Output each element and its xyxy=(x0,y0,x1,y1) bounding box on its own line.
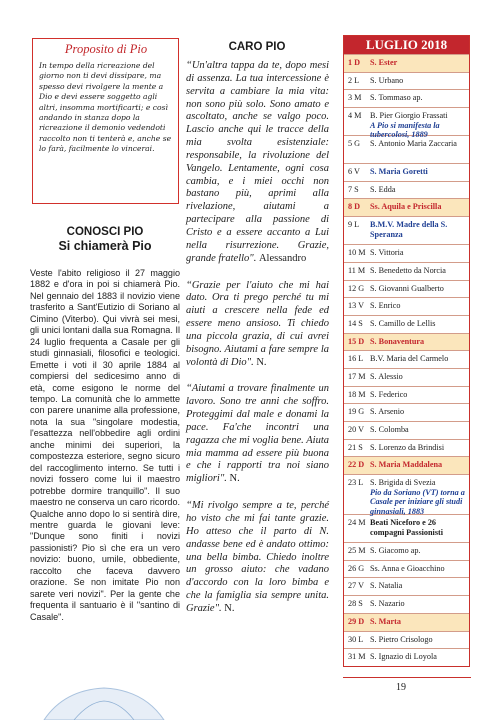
calendar-day: 23 L xyxy=(348,478,364,488)
calendar-saint xyxy=(370,217,469,244)
calendar-saint xyxy=(370,199,469,216)
saint-name: S. Federico xyxy=(370,389,408,399)
conosci-text: Veste l'abito religioso il 27 maggio 1882 e d'ora in poi si chiamerà Pio. Nel gennaio del 1883 il novizio viene trasferito a Sant'Eutizio di Soriano al Cimino (Viterbo). Qui vivrà sei mesi, gli unici lontani dalla sua Romagna. Il 24 luglio frequenta a Casale per gli studi ginnasiali, filosofici e teologici. Emette i voti il 30 aprile 1884 al compiersi del sedicesimo anno di età, come esigono le norme del tempo. La comunità che lo ammette con parere unanime alla professione, nota la sua "singolare modestia, l'esattezza nell'obbedire agli ordini anche minimi dei superiori, la compostezza esteriore, segno sicuro del raccoglimento interno. Se tutti i novizi fossero come lui il maestro potrebbe dormire tranquillo". Il suo maestro ne conserva un caro ricordo. Qualche anno dopo lo si sentirà dire, mentre guarda le giovani leve: "Dunque sono finiti i novizi passionisti? Pio sì che era un vero novizio: buono, umile, obbediente, raccolto che faceva davvero orazione. Se non imitate Pio non sarete veri novizi". Per la gente che frequenta il santuario è il "santino di Casale". xyxy=(30,268,180,622)
saint-name: S. Tommaso ap. xyxy=(370,93,423,103)
calendar-row xyxy=(344,181,469,199)
calendar-saint xyxy=(370,543,469,560)
calendar-row xyxy=(344,297,469,315)
calendar-row xyxy=(344,613,469,631)
page-divider xyxy=(343,677,471,678)
calendar-rows xyxy=(344,54,469,666)
calendar-day: 12 G xyxy=(348,283,365,293)
calendar-row xyxy=(344,421,469,439)
calendar-saint xyxy=(370,164,469,181)
calendar-row xyxy=(344,386,469,404)
saint-note: Pio da Soriano (VT) torna a Casale per iniziare gli studi ginnasiali, 1883 xyxy=(370,487,465,516)
calendar-row xyxy=(344,648,469,666)
calendar-day: 8 D xyxy=(348,202,361,212)
calendar-day: 31 M xyxy=(348,652,366,662)
saint-name: S. Antonio Maria Zaccaria xyxy=(370,139,457,149)
calendar-saint xyxy=(370,298,469,315)
calendar-day: 19 G xyxy=(348,407,365,417)
saint-name: Ss. Aquila e Priscilla xyxy=(370,202,442,212)
calendar-row xyxy=(344,89,469,107)
calendar-row xyxy=(344,403,469,421)
saint-name: S. Alessio xyxy=(370,371,403,381)
letter-signature: N. xyxy=(229,473,240,485)
calendar-row xyxy=(344,72,469,90)
calendar-day: 9 L xyxy=(348,220,360,230)
calendar-saint xyxy=(370,136,469,163)
saint-name: S. Giacomo ap. xyxy=(370,546,421,556)
calendar-day: 6 V xyxy=(348,167,360,177)
calendar-day: 16 L xyxy=(348,354,364,364)
calendar-day: 24 M xyxy=(348,518,366,528)
calendar-row xyxy=(344,54,469,72)
calendar-saint xyxy=(370,475,469,514)
calendar-saint xyxy=(370,281,469,298)
calendar-saint xyxy=(370,596,469,613)
calendar-row xyxy=(344,244,469,262)
calendar xyxy=(343,35,470,667)
letters-list xyxy=(186,60,329,630)
calendar-saint xyxy=(370,351,469,368)
saint-name: B. Pier Giorgio Frassati xyxy=(370,111,448,121)
figure-illustration xyxy=(34,680,174,720)
calendar-row xyxy=(344,216,469,244)
calendar-row xyxy=(344,631,469,649)
conosci-heading xyxy=(30,226,180,253)
calendar-row xyxy=(344,333,469,351)
calendar-saint xyxy=(370,515,469,542)
calendar-saint xyxy=(370,561,469,578)
saint-name: S. Giovanni Gualberto xyxy=(370,283,444,293)
calendar-saint xyxy=(370,245,469,262)
saint-name: S. Pietro Crisologo xyxy=(370,634,433,644)
letter-item xyxy=(186,500,329,616)
letter-signature: N. xyxy=(224,602,235,614)
calendar-saint xyxy=(370,108,469,140)
saint-name: Beati Niceforo e 26 compagni Passionisti xyxy=(370,518,444,537)
saint-name: S. Camillo de Lellis xyxy=(370,318,436,328)
calendar-row xyxy=(344,135,469,163)
letter-item xyxy=(186,383,329,486)
calendar-row xyxy=(344,107,469,140)
calendar-row xyxy=(344,262,469,280)
proposito-body: In tempo della ricreazione del giorno non ti devi dissipare, ma spesso devi rivolgere la mente a Dio e devi essere soggetto agli altri, insomma mortificarti; e così andando in stanza dopo la ricreazione il demonio vedendoti raccolto non ti tenterà e, anche se lo farà, facilmente lo vincerai. xyxy=(39,61,172,154)
calendar-saint xyxy=(370,73,469,90)
page-number: 19 xyxy=(396,682,406,693)
calendar-day: 28 S xyxy=(348,599,363,609)
calendar-day: 4 M xyxy=(348,111,362,121)
letter-text: “Aiutami a trovare finalmente un lavoro. Sono tre anni che soffro. Proteggimi dal male e donami la pace. Fa'che incontri una ragazza che mi voglia bene. Aiuta mia mamma ad essere più buona e che i rapporti tra noi siano migliori". xyxy=(186,383,329,485)
calendar-day: 30 L xyxy=(348,634,364,644)
saint-name: S. Colomba xyxy=(370,425,409,434)
calendar-saint xyxy=(370,578,469,595)
saint-name: S. Enrico xyxy=(370,301,401,311)
saint-name: Ss. Anna e Gioacchino xyxy=(370,563,445,573)
calendar-saint xyxy=(370,614,469,631)
proposito-box xyxy=(32,38,179,204)
calendar-day: 20 V xyxy=(348,425,364,434)
saint-note: A Pio si manifesta la tubercolosi, 1889 xyxy=(370,120,440,140)
calendar-day: 22 D xyxy=(348,460,365,470)
calendar-saint xyxy=(370,404,469,421)
calendar-row xyxy=(344,198,469,216)
calendar-day: 18 M xyxy=(348,389,366,399)
conosci-title: CONOSCI PIO xyxy=(66,226,144,238)
calendar-row xyxy=(344,439,469,457)
calendar-day: 25 M xyxy=(348,546,366,556)
saint-name: S. Arsenio xyxy=(370,407,405,417)
calendar-day: 29 D xyxy=(348,616,365,626)
calendar-row xyxy=(344,595,469,613)
calendar-day: 14 S xyxy=(348,318,363,328)
calendar-row xyxy=(344,577,469,595)
saint-name: S. Vittoria xyxy=(370,248,404,258)
letter-text: “Un'altra tappa da te, dopo mesi di assenza. La tua intercessione è servita a cambiare la mia vita: non sono più solo. Sono amato e ascoltato, anche se valgo poco. Lascio anche qui le tracce della mia svolta esistenziale: responsabile, la rivoluzione del Vangelo. Lentamente, ogni cosa cambia, e i miei occhi non bastano più, aprimi alla rivelazione, aiutami a partecipare alla passione di Cristo e a essere accanto a Lui nella risurrezione. Grazie, grande fratello". xyxy=(186,60,329,264)
letter-item xyxy=(186,60,329,266)
calendar-day: 27 V xyxy=(348,581,364,591)
letter-signature: Alessandro xyxy=(258,252,307,264)
calendar-day: 26 G xyxy=(348,563,365,573)
calendar-day: 1 D xyxy=(348,58,361,67)
calendar-saint xyxy=(370,440,469,457)
saint-name: S. Nazario xyxy=(370,599,405,609)
saint-name: S. Natalia xyxy=(370,581,403,591)
calendar-day: 15 D xyxy=(348,336,365,346)
saint-name: S. Ester xyxy=(370,58,398,67)
caro-pio-title: CARO PIO xyxy=(228,41,286,53)
calendar-day: 11 M xyxy=(348,265,366,275)
calendar-saint xyxy=(370,422,469,439)
saint-name: S. Maria Maddalena xyxy=(370,460,443,470)
calendar-saint xyxy=(370,649,469,666)
calendar-saint xyxy=(370,55,469,72)
calendar-row xyxy=(344,350,469,368)
calendar-row xyxy=(344,542,469,560)
calendar-day: 7 S xyxy=(348,184,359,194)
saint-name: S. Maria Goretti xyxy=(370,167,428,177)
letter-text: “Grazie per l'aiuto che mi hai dato. Ora ti prego perché tu mi aiuti a crescere nella fede ed essere meno ansioso. Ti chiedo una piccola grazia, di cui avrei bisogno. Aiutami a fare sempre la volontà di Dio". xyxy=(186,279,329,368)
saint-name: S. Marta xyxy=(370,616,401,626)
calendar-day: 17 M xyxy=(348,371,366,381)
saint-name: S. Urbano xyxy=(370,75,404,85)
calendar-saint xyxy=(370,90,469,107)
calendar-saint xyxy=(370,316,469,333)
calendar-row xyxy=(344,280,469,298)
calendar-row xyxy=(344,163,469,181)
calendar-day: 3 M xyxy=(348,93,362,103)
saint-name: S. Brigida di Svezia xyxy=(370,478,436,488)
saint-name: S. Ignazio di Loyola xyxy=(370,652,437,662)
calendar-row xyxy=(344,456,469,474)
saint-name: S. Bonaventura xyxy=(370,336,425,346)
calendar-saint xyxy=(370,457,469,474)
saint-name: B.M.V. Madre della S. Speranza xyxy=(370,220,448,239)
saint-name: S. Lorenzo da Brindisi xyxy=(370,442,445,452)
saint-name: S. Edda xyxy=(370,184,396,194)
calendar-saint xyxy=(370,263,469,280)
calendar-saint xyxy=(370,334,469,351)
calendar-row xyxy=(344,315,469,333)
calendar-day: 13 V xyxy=(348,301,364,311)
calendar-saint xyxy=(370,387,469,404)
calendar-day: 2 L xyxy=(348,75,360,85)
calendar-row xyxy=(344,514,469,542)
calendar-row xyxy=(344,474,469,514)
calendar-title: LUGLIO 2018 xyxy=(344,36,469,54)
calendar-saint xyxy=(370,369,469,386)
calendar-day: 5 G xyxy=(348,139,361,149)
letter-text: “Mi rivolgo sempre a te, perché ho visto che mi fai tante grazie. Ho atteso che il parto di N. andasse bene ed è andato ottimo: una bella bimba. Chiedo inoltre un grosso aiuto: che vadano d'accordo con la loro bimba e che la famiglia sia sempre unita. Grazie". xyxy=(186,500,329,614)
calendar-saint xyxy=(370,632,469,649)
letter-item xyxy=(186,280,329,370)
calendar-day: 10 M xyxy=(348,248,366,258)
letter-signature: N. xyxy=(256,356,267,368)
proposito-title: Proposito di Pio xyxy=(64,42,148,56)
saint-name: S. Benedetto da Norcia xyxy=(370,265,446,275)
calendar-day: 21 S xyxy=(348,442,363,452)
conosci-subtitle: Si chiamerà Pio xyxy=(58,239,152,253)
calendar-row xyxy=(344,368,469,386)
calendar-saint xyxy=(370,182,469,199)
calendar-row xyxy=(344,560,469,578)
saint-name: B.V. Maria del Carmelo xyxy=(370,354,449,364)
